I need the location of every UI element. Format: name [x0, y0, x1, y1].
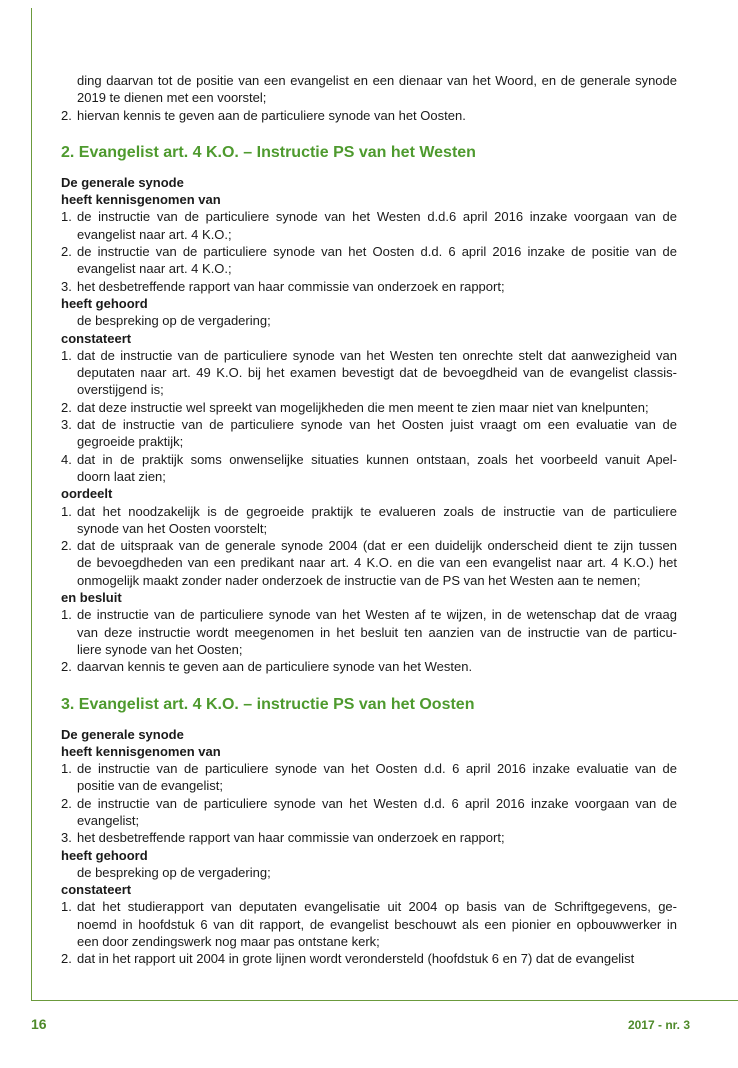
list-item [61, 537, 677, 554]
list-text-continuation: positie van de evangelist; [77, 778, 223, 794]
decision-intro: De generale synode [61, 726, 184, 742]
list-text: het desbetreffende rapport van haar commissie van onderzoek en rapport; [77, 830, 505, 846]
list-text-continuation: evangelist naar art. 4 K.O.; [77, 261, 232, 277]
list-number: 1. [61, 761, 72, 777]
label-besluit: en besluit [61, 590, 122, 606]
list-text: hiervan kennis te geven aan de particuliere synode van het Oosten. [77, 107, 466, 123]
list-text: de instructie van de particuliere synode van het Oosten d.d. 6 april 2016 inzake evaluatie van de [77, 761, 677, 777]
list-text: de instructie van de particuliere synode van het Westen d.d. 6 april 2016 inzake voorgaan van de [77, 795, 677, 811]
list-number: 2. [61, 244, 72, 260]
list-item [61, 416, 677, 433]
list-text: dat het studierapport van deputaten evangelisatie uit 2004 op basis van de Schriftgegevens, ge- [77, 899, 677, 915]
list-text-continuation: overstijgend is; [77, 382, 164, 398]
list-text-continuation: deputaten naar art. 49 K.O. bij het examen bevestigt dat de bevoegdheid van de evangelist classis- [77, 365, 677, 381]
list-number: 4. [61, 451, 72, 467]
list [61, 606, 677, 675]
list-number: 1. [61, 503, 72, 519]
page-body [61, 72, 677, 968]
text-line: ding daarvan tot de positie van een evangelist en een dienaar van het Woord, en de generale synode [77, 73, 677, 88]
label-constateert: constateert [61, 330, 132, 346]
margin-rule-vertical [31, 8, 32, 1000]
list-text-continuation: doorn laat zien; [77, 468, 166, 484]
list [61, 347, 677, 485]
list-number: 3. [61, 830, 72, 846]
list [61, 898, 677, 967]
list-text-continuation: liere synode van het Oosten; [77, 641, 243, 657]
label-kennisgenomen: heeft kennisgenomen van [61, 192, 221, 208]
list-text: dat in het rapport uit 2004 in grote lijnen wordt verondersteld (hoofdstuk 6 en 7) dat de evangelist [77, 951, 635, 967]
label-oordeelt: oordeelt [61, 486, 113, 502]
list-item [61, 898, 677, 915]
list-item [61, 107, 677, 124]
list-text: de instructie van de particuliere synode van het Westen af te wijzen, in de wetenschap dat de vraag [77, 607, 677, 623]
list-text: dat de uitspraak van de generale synode 2004 (dat er een duidelijk onderscheid dient te zijn tussen [77, 538, 677, 554]
list-text-continuation: evangelist naar art. 4 K.O.; [77, 226, 232, 242]
list-item [61, 503, 677, 520]
list-number: 1. [61, 607, 72, 623]
list-number: 2. [61, 951, 72, 967]
text-line: 2019 te dienen met een voorstel; [77, 90, 267, 106]
decision-intro: De generale synode [61, 174, 184, 190]
list [61, 503, 677, 589]
list-text-continuation: synode van het Oosten voorstelt; [77, 520, 268, 536]
list-item [61, 399, 677, 416]
gehoord-text: de bespreking op de vergadering; [77, 313, 271, 329]
list-number: 1. [61, 899, 72, 915]
list-text: dat de instructie van de particuliere synode van het Westen ten onrechte stelt dat aanwezigheid van [77, 347, 677, 363]
label-kennisgenomen: heeft kennisgenomen van [61, 743, 221, 759]
list-text-continuation: een door zendingswerk nog maar pas ontstane kerk; [77, 934, 380, 950]
list-item [61, 451, 677, 468]
list-item [61, 795, 677, 812]
list-text: dat deze instructie wel spreekt van mogelijkheden die men meent te zien maar niet van knelpunten; [77, 399, 649, 415]
list-text: de instructie van de particuliere synode van het Oosten d.d. 6 april 2016 inzake de positie van de [77, 244, 677, 260]
list-number: 1. [61, 347, 72, 363]
list-number: 2. [61, 399, 72, 415]
footer-rule [31, 1000, 738, 1001]
label-gehoord: heeft gehoord [61, 847, 148, 863]
list-item [61, 208, 677, 225]
list-text: de instructie van de particuliere synode van het Westen d.d.6 april 2016 inzake voorgaan van de [77, 209, 677, 225]
list-text: dat het noodzakelijk is de gegroeide praktijk te evalueren zoals de instructie van de particuliere [77, 503, 677, 519]
list-item [61, 950, 677, 967]
list-text: het desbetreffende rapport van haar commissie van onderzoek en rapport; [77, 278, 505, 294]
list-text: dat in de praktijk soms onwenselijke situaties kunnen ontstaan, zoals het voorbeeld vanuit Apel- [77, 451, 677, 467]
list-item [61, 829, 677, 846]
issue-label: 2017 - nr. 3 [627, 1018, 690, 1032]
page-number: 16 [31, 1016, 47, 1032]
list-number: 2. [61, 795, 72, 811]
list-number: 2. [61, 538, 72, 554]
list-item [61, 278, 677, 295]
label-constateert: constateert [61, 882, 132, 898]
list-text: dat de instructie van de particuliere synode van het Oosten juist vraagt om een evaluatie van de [77, 417, 677, 433]
list-item [61, 658, 677, 675]
list-number: 2. [61, 659, 72, 675]
list-item [61, 606, 677, 623]
list-text-continuation: van deze instructie wordt meegenomen in het besluit ten aanzien van de instructie van de particu- [77, 624, 677, 640]
label-gehoord: heeft gehoord [61, 295, 148, 311]
list-item [61, 243, 677, 260]
list-number: 3. [61, 417, 72, 433]
list [61, 208, 677, 294]
list-number: 1. [61, 209, 72, 225]
list-text-continuation: de bevoegdheden van een predikant naar art. 4 K.O. en die van een evangelist naar art. 4 K.O.) het [77, 555, 677, 571]
section-heading: 2. Evangelist art. 4 K.O. – Instructie PS van het Westen [61, 143, 476, 161]
list-number: 3. [61, 278, 72, 294]
list-item [61, 347, 677, 364]
list-item [61, 760, 677, 777]
list-text: daarvan kennis te geven aan de particuliere synode van het Westen. [77, 659, 473, 675]
list-text-continuation: noemd in hoofdstuk 6 van dit rapport, de evangelist beschouwt als een pionier en opbouwwerker in [77, 916, 677, 932]
list-text-continuation: onmogelijk maakt zonder nader onderzoek de instructie van de PS van het Westen aan te nemen; [77, 572, 641, 588]
section-heading: 3. Evangelist art. 4 K.O. – instructie PS van het Oosten [61, 695, 475, 713]
list-text-continuation: gegroeide praktijk; [77, 434, 184, 450]
list [61, 760, 677, 846]
gehoord-text: de bespreking op de vergadering; [77, 864, 271, 880]
list-number: 2. [61, 107, 72, 123]
list-text-continuation: evangelist; [77, 812, 140, 828]
